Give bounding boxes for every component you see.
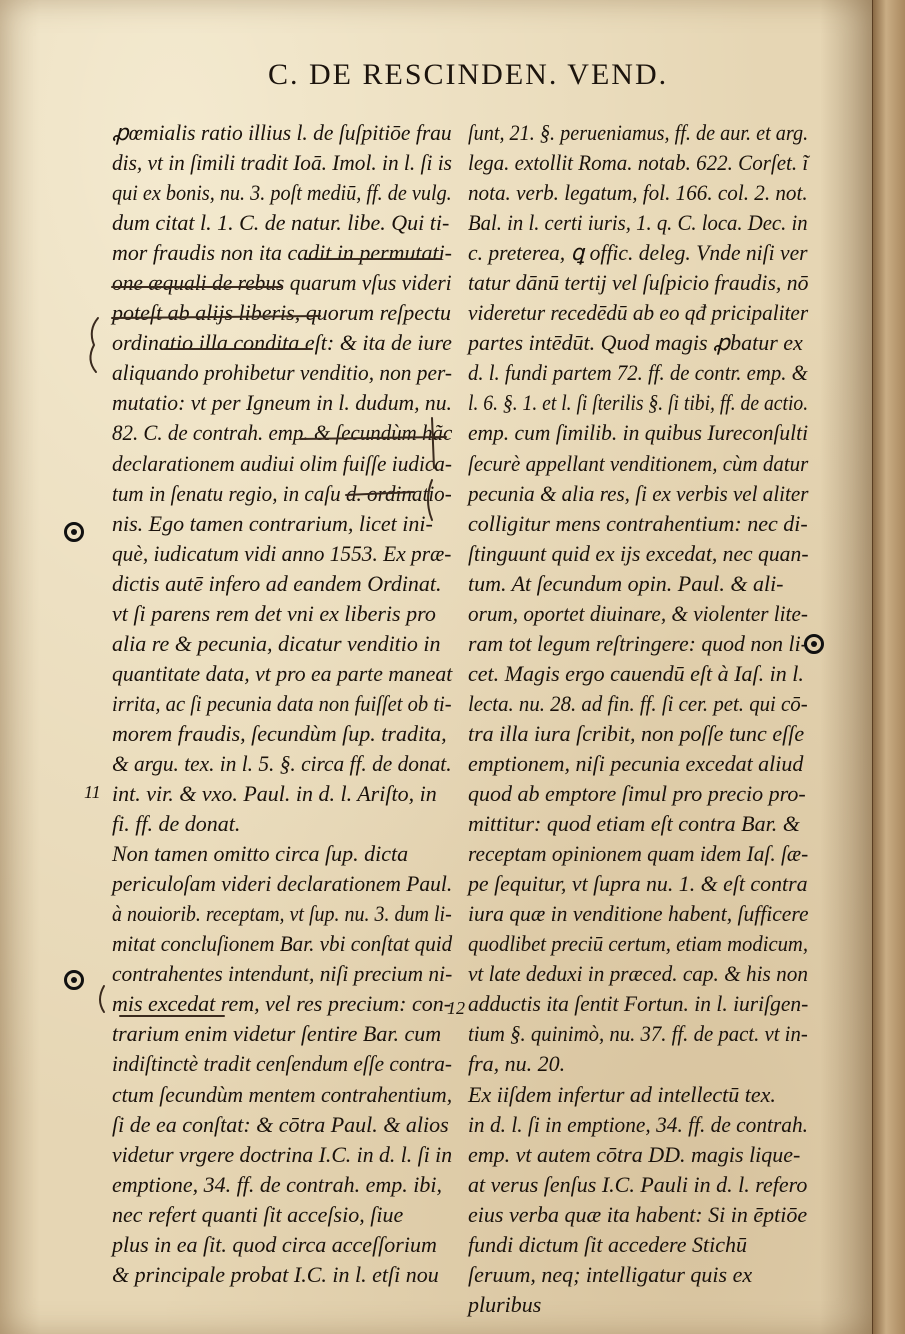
text-line: emp. cum ſimilib. in quibus Iureconſulti bbox=[468, 420, 809, 446]
text-line: tum. At ſecundum opin. Paul. & ali- bbox=[468, 570, 784, 596]
left-column bbox=[112, 118, 453, 1290]
manicule-circle-mark bbox=[64, 522, 84, 542]
text-line: adductis ita ſentit Fortun. in l. iuriſgen- bbox=[468, 991, 809, 1017]
text-line: quantitate data, vt pro ea parte maneat bbox=[112, 660, 453, 686]
text-line: periculoſam videri declarationem Paul. bbox=[112, 871, 453, 897]
text-line: què, iudicatum vidi anno 1553. Ex præ- bbox=[112, 540, 452, 566]
text-line: c. preterea, ꝗ offic. deleg. Vnde niſi ver bbox=[468, 240, 808, 266]
text-line: Bal. in l. certi iuris, 1. q. C. loca. Dec. in bbox=[468, 210, 808, 236]
marginal-number-left: 11 bbox=[84, 782, 101, 802]
text-line: tatur dānū tertij vel ſuſpicio fraudis, nō bbox=[468, 270, 809, 296]
text-line: declarationem audiui olim fuiſſe iudica- bbox=[112, 450, 452, 476]
text-line: partes intēdūt. Quod magis ꝓbatur ex bbox=[468, 330, 803, 356]
text-line: videretur recedēdū ab eo qđ pricipaliter bbox=[468, 300, 809, 326]
text-line: aliquando prohibetur venditio, non per- bbox=[112, 360, 452, 386]
text-line: cet. Magis ergo cauendū eſt à Iaſ. in l. bbox=[468, 660, 804, 686]
text-line: pe ſequitur, vt ſupra nu. 1. & eſt contra bbox=[468, 871, 808, 897]
manicule-circle-mark bbox=[804, 634, 824, 654]
text-line: Non tamen omitto circa ſup. dicta bbox=[112, 841, 409, 867]
text-line: orum, oportet diuinare, & violenter lite- bbox=[468, 600, 808, 626]
text-line: Ex iiſdem infertur ad intellectū tex. bbox=[468, 1081, 776, 1107]
text-line: fra, nu. 20. bbox=[468, 1051, 566, 1077]
text-line: nota. verb. legatum, fol. 166. col. 2. not. bbox=[468, 180, 808, 206]
text-line: ordinatio illa condita eſt: & ita de iure bbox=[112, 330, 452, 356]
text-line: indiſtinctè tradit cenſendum eſſe contra- bbox=[112, 1051, 452, 1077]
text-line: plus in ea ſit. quod circa acceſſorium bbox=[112, 1231, 437, 1257]
text-line: ſunt, 21. §. perueniamus, ff. de aur. et arg. bbox=[468, 120, 809, 145]
text-line: lega. extollit Roma. notab. 622. Corſet. ĩ bbox=[468, 150, 809, 176]
text-line: ſi de ea conſtat: & cōtra Paul. & alios bbox=[112, 1111, 449, 1137]
text-line: nis. Ego tamen contrarium, licet ini- bbox=[112, 510, 433, 536]
text-line: alia re & pecunia, dicatur venditio in bbox=[112, 630, 441, 656]
text-line: lecta. nu. 28. ad fin. ff. ſi cer. pet. qui cō- bbox=[468, 690, 808, 716]
text-line: morem fraudis, ſecundùm ſup. tradita, bbox=[112, 720, 447, 746]
text-line: int. vir. & vxo. Paul. in d. l. Ariſto, in bbox=[112, 781, 437, 807]
manicule-circle-mark bbox=[64, 970, 84, 990]
next-page-edge bbox=[872, 0, 905, 1334]
text-line: ram tot legum reſtringere: quod non li- bbox=[468, 630, 808, 656]
text-line: mor fraudis non ita cadit in permutati- bbox=[112, 240, 452, 266]
text-line: pluribus bbox=[468, 1291, 542, 1317]
text-line: tium §. quinimò, nu. 37. ff. de pact. vt in- bbox=[468, 1021, 808, 1047]
text-line: mutatio: vt per Igneum in l. dudum, nu. bbox=[112, 390, 452, 416]
text-line: l. 6. §. 1. et l. ſi ſterilis §. ſi tibi, ff. de actio. bbox=[468, 390, 809, 416]
marginal-number-right: 12 bbox=[447, 998, 465, 1018]
text-line: poteſt ab alijs liberis, quorum reſpectu bbox=[112, 300, 451, 326]
text-line: receptam opinionem quam idem Iaſ. ſæ- bbox=[468, 841, 809, 867]
text-line: videtur vrgere doctrina I.C. in d. l. ſi in bbox=[112, 1141, 453, 1167]
text-line: emptionem, niſi pecunia excedat aliud bbox=[468, 750, 804, 776]
text-line: quod ab emptore ſimul pro precio pro- bbox=[468, 781, 806, 807]
text-line: mittitur: quod etiam eſt contra Bar. & bbox=[468, 811, 800, 837]
text-line: fundi dictum ſit accedere Stichū bbox=[468, 1231, 747, 1257]
text-line: irrita, ac ſi pecunia data non fuiſſet ob ti- bbox=[112, 690, 452, 716]
text-line: pecunia & alia res, ſi ex verbis vel aliter bbox=[468, 480, 809, 506]
running-head: C. DE RESCINDEN. VEND. bbox=[268, 58, 669, 91]
text-line: in d. l. ſi in emptione, 34. ff. de contrah. bbox=[468, 1111, 808, 1137]
bracket-mark bbox=[100, 986, 104, 1012]
text-line: d. l. fundi partem 72. ff. de contr. emp. & bbox=[468, 360, 808, 386]
text-line: emp. vt autem cōtra DD. magis lique- bbox=[468, 1141, 801, 1167]
text-line: & principale probat I.C. in l. etſi nou bbox=[112, 1261, 439, 1287]
text-line: colligitur mens contrahentium: nec di- bbox=[468, 510, 808, 536]
text-line: iura quæ in venditione habent, ſufficere bbox=[468, 901, 809, 927]
text-line: dum citat l. 1. C. de natur. libe. Qui ti- bbox=[112, 210, 450, 236]
text-line: ſecurè appellant venditionem, cùm datur bbox=[468, 450, 809, 476]
text-line: qui ex bonis, nu. 3. poſt mediū, ff. de vulg. bbox=[112, 180, 452, 206]
text-line: ctum ſecundùm mentem contrahentium, bbox=[112, 1081, 453, 1107]
text-line: & argu. tex. in l. 5. §. circa ff. de donat. bbox=[112, 750, 452, 776]
right-column bbox=[468, 118, 809, 1320]
text-line: dictis autē infero ad eandem Ordinat. bbox=[112, 570, 442, 596]
text-line: tra illa iura ſcribit, non poſſe tunc eſſe bbox=[468, 720, 805, 746]
text-line: quodlibet preciū certum, etiam modicum, bbox=[468, 931, 809, 957]
text-line: emptione, 34. ff. de contrah. emp. ibi, bbox=[112, 1171, 442, 1197]
text-line: à nouiorib. receptam, vt ſup. nu. 3. dum li- bbox=[112, 901, 452, 927]
text-line: nec refert quanti ſit acceſsio, ſiue bbox=[112, 1201, 404, 1227]
text-line: ꝓœmialis ratio illius l. de ſuſpitiōe frau bbox=[112, 120, 452, 145]
text-line: at verus ſenſus I.C. Pauli in d. l. refero bbox=[468, 1171, 808, 1197]
text-line: 82. C. de contrah. emp. & ſecundùm hãc bbox=[112, 420, 453, 446]
text-line: vt late deduxi in præced. cap. & his non bbox=[468, 961, 808, 987]
bracket-mark bbox=[90, 318, 98, 372]
text-line: ſtinguunt quid ex ijs excedat, nec quan- bbox=[468, 540, 809, 566]
text-line: mitat concluſionem Bar. vbi conſtat quid bbox=[112, 931, 453, 957]
text-line: trarium enim videtur ſentire Bar. cum bbox=[112, 1021, 442, 1047]
text-line: eius verba quæ ita habent: Si in ēptiōe bbox=[468, 1201, 808, 1227]
text-line: tum in ſenatu regio, in caſu d. ordinatio- bbox=[112, 480, 452, 506]
text-line: one æquali de rebus quarum vſus videri bbox=[112, 270, 452, 296]
text-line: contrahentes intendunt, niſi precium ni- bbox=[112, 961, 453, 987]
text-line: mis excedat rem, vel res precium: con- bbox=[112, 991, 452, 1017]
text-line: vt ſi parens rem det vni ex liberis pro bbox=[112, 600, 436, 626]
text-line: ſeruum, neq; intelligatur quis ex bbox=[468, 1261, 753, 1287]
text-line: dis, vt in ſimili tradit Ioā. Imol. in l. ſi is bbox=[112, 150, 452, 176]
text-line: fi. ff. de donat. bbox=[112, 811, 241, 837]
